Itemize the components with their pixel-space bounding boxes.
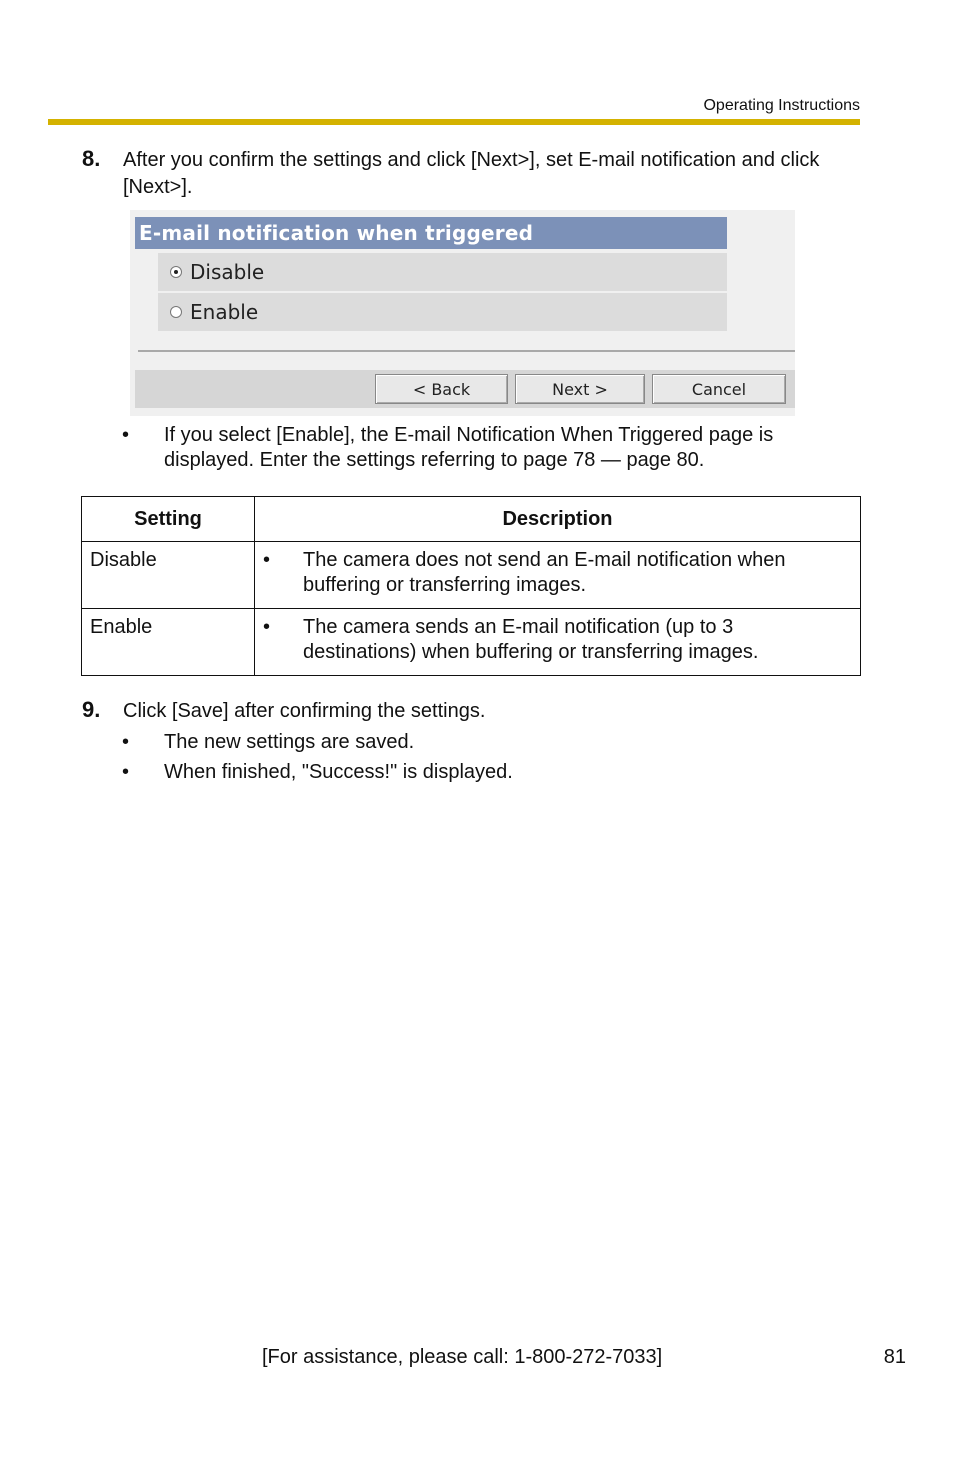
table-row	[82, 609, 861, 676]
cancel-button[interactable]: Cancel	[652, 374, 786, 404]
page-number: 81	[883, 1346, 906, 1368]
step-9-bullet-text: When finished, "Success!" is displayed.	[164, 761, 513, 783]
description-cell	[255, 609, 861, 676]
description-line1: The camera sends an E-mail notification (up to 3	[303, 616, 734, 638]
bullet-dot: •	[122, 731, 130, 753]
option-enable[interactable]	[158, 293, 727, 331]
step-8-note-line2: displayed. Enter the settings referring to page 78 — page 80.	[164, 449, 705, 471]
next-button[interactable]: Next >	[515, 374, 645, 404]
step-9-number: 9.	[82, 697, 101, 722]
bullet-dot: •	[122, 761, 130, 783]
bullet-dot: •	[122, 424, 130, 446]
panel-divider	[138, 350, 795, 352]
assistance-footer: [For assistance, please call: 1-800-272-7033]	[262, 1346, 663, 1368]
step-9-text: Click [Save] after confirming the settings.	[123, 700, 486, 722]
description-cell	[255, 542, 861, 609]
option-enable-label: Enable	[190, 300, 259, 324]
running-header: Operating Instructions	[703, 97, 860, 114]
bullet-dot: •	[263, 549, 271, 571]
option-disable[interactable]	[158, 253, 727, 291]
button-bar	[135, 370, 795, 408]
radio-selected-icon[interactable]	[170, 266, 182, 278]
panel-title: E-mail notification when triggered	[135, 217, 727, 249]
back-button[interactable]: < Back	[375, 374, 508, 404]
bullet-dot: •	[263, 616, 271, 638]
step-8-text-line1: After you confirm the settings and click [Next>], set E-mail notification and click	[123, 149, 820, 171]
description-line2: destinations) when buffering or transferring images.	[303, 641, 759, 663]
settings-table	[81, 496, 861, 676]
header-rule	[48, 119, 860, 125]
table-row	[82, 542, 861, 609]
step-8-text-line2: [Next>].	[123, 176, 193, 198]
description-line2: buffering or transferring images.	[303, 574, 587, 596]
setting-cell: Disable	[82, 542, 255, 609]
radio-unselected-icon[interactable]	[170, 306, 182, 318]
step-9-bullet-text: The new settings are saved.	[164, 731, 415, 753]
header-description: Description	[255, 497, 861, 542]
header-setting: Setting	[82, 497, 255, 542]
step-8-note-line1: If you select [Enable], the E-mail Notification When Triggered page is	[164, 424, 774, 446]
table-header-row	[82, 497, 861, 542]
step-8-number: 8.	[82, 146, 101, 171]
setting-cell: Enable	[82, 609, 255, 676]
option-disable-label: Disable	[190, 260, 265, 284]
email-notification-panel	[130, 210, 795, 416]
description-line1: The camera does not send an E-mail notification when	[303, 549, 786, 571]
